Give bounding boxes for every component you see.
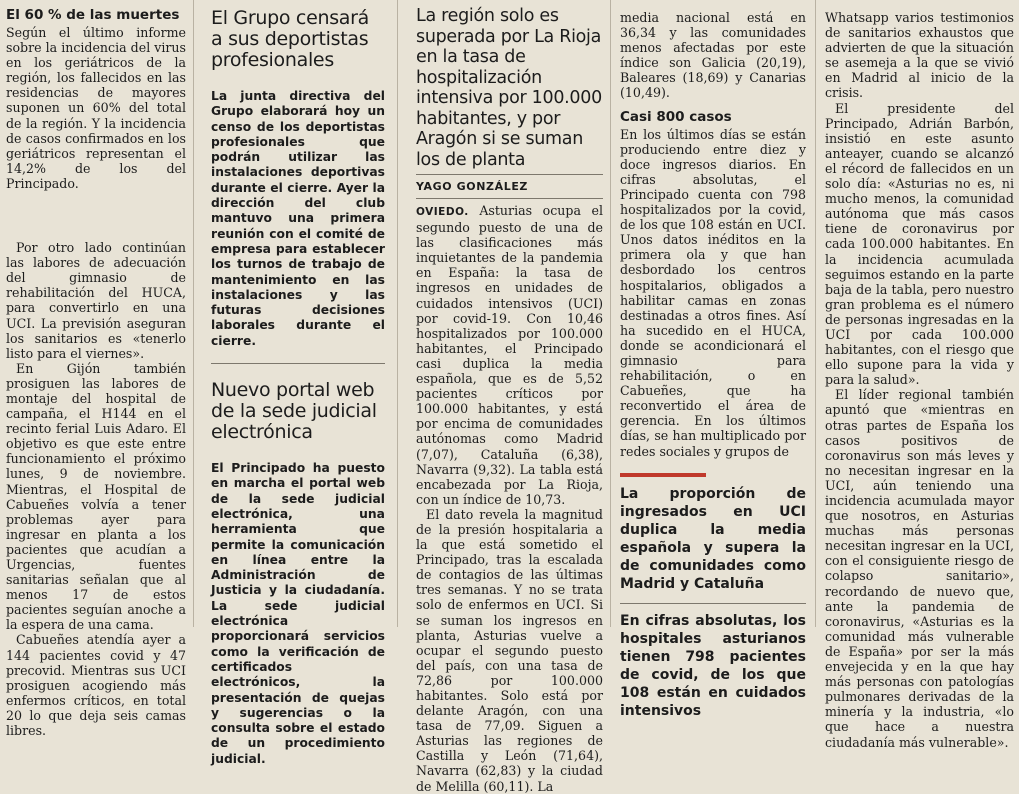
column-rule <box>193 0 194 627</box>
column-4 <box>620 0 806 719</box>
pull-quote-divider <box>620 603 806 604</box>
headline-grupo: El Grupo censará a sus deportistas profesionales <box>211 7 369 71</box>
column-rule <box>610 0 611 627</box>
paragraph: media nacional está en 36,34 y las comunidades menos afectadas por este índice son Galicia (20,19), Baleares (18,69) y Canarias (10,49). <box>620 10 806 101</box>
paragraph: En Gijón también prosiguen las labores de montaje del hospital de campaña, el H144 en el recinto ferial Luis Adaro. El objetivo es que este entre funcionamiento el próximo lunes, 9 de noviembre. Mientras, el Hospital de Cabueñes volvía a tener problemas ayer para ingresar en planta a los pacientes que acudían a Urgencias, fuentes sanitarias señalan que al menos 17 de estos pacientes seguían anoche a la espera de una cama. <box>6 360 186 633</box>
paragraph: Según el último informe sobre la incidencia del virus en los geriátricos de la región, los fallecidos en las residencias de mayores suponen un 60% del total de la región. Y la incidencia de casos confirmados en los geriátricos representan el 14,2% de los del Principado. <box>6 25 186 191</box>
lead-paragraph: OVIEDO. Asturias ocupa el segundo puesto de una de las clasificaciones más inquietantes de la pandemia en España: la tasa de ingresos en unidades de cuidados intensivos (UCI) por covid-19. Con 10,46 hospitalizados por 100.000 habitantes, el Principado casi duplica la media española, que es de 5,52 pacientes críticos por 100.000 habitantes, y está por encima de comunidades autónomas como Madrid (7,07), Cataluña (6,38), Navarra (9,32). La tabla está encabezada por La Rioja, con un índice de 10,73. <box>416 203 603 507</box>
paragraph: El presidente del Principado, Adrián Barbón, insistió en este asunto anteayer, cuando se alcanzó el récord de fallecidos en un solo día: «Asturias no es, ni mucho menos, la comunidad autónoma que más casos tiene de coronavirus por cada 100.000 habitantes. En la incidencia acumulada seguimos estando en la parte baja de la tabla, pero nuestro gran problema es el número de personas ingresadas en la UCI por cada 100.000 habitantes, con el riesgo que ello supone para la vida y para la salud». <box>825 100 1014 388</box>
column-rule <box>397 0 398 627</box>
paragraph: El líder regional también apuntó que «mientras en otras partes de España los casos positivos de coronavirus son más leves y no necesitan ingresar en la UCI, aún teniendo una incidencia acumulada mayor que nosotros, en Asturias muchas más personas necesitan ingresar en la UCI, con el consiguiente riesgo de colapso sanitario», recordando de nuevo que, ante la pandemia de coronavirus, «Asturias es la comunidad más vulnerable de España» por ser la más envejecida y en la que hay más personas con patologías pulmonares derivadas de la minería y la industria, «lo que hace a nuestra ciudadanía más vulnerable». <box>825 387 1014 750</box>
byline: YAGO GONZÁLEZ <box>416 180 529 193</box>
subhead-casi-800: Casi 800 casos <box>620 108 732 125</box>
paragraph: En los últimos días se están produciendo entre diez y doce ingresos diarios. En cifras absolutas, el Principado cuenta con 798 hospitalizados por la covid, de los que 108 están en UCI. Unos datos inéditos en la primera ola y que han desbordado los centros hospitalarios, obligados a habilitar camas en zonas destinadas a otros fines. Así ha sucedido en el HUCA, donde se acondicionará el gimnasio para rehabilitación, o en Cabueñes, que ha reconvertido el área de gerencia. En los últimos días, se han multiplicado por redes sociales y grupos de <box>620 126 806 459</box>
subhead-muertes: El 60 % de las muertes <box>6 7 180 23</box>
column-rule <box>815 0 816 627</box>
headline-portal-web: Nuevo portal web de la sede judicial electrónica <box>211 379 377 444</box>
paragraph: Whatsapp varios testimonios de sanitarios exhaustos que advierten de que la situación se asemeja a la que se vivió en Madrid al inicio de la crisis. <box>825 10 1014 101</box>
dateline: OVIEDO. <box>416 206 469 218</box>
brief-portal-web: El Principado ha puesto en marcha el portal web de la sede judicial electrónica, una herramienta que permite la comunicación en línea entre la Administración de Justicia y la ciudadanía. La sede judicial electrónica proporcionará servicios como la verificación de certificados electrónicos, la presentación de quejas y sugerencias o la consulta sobre el estado de un procedimiento judicial. <box>211 461 385 766</box>
pull-quote-cifras: En cifras absolutas, los hospitales asturianos tienen 798 pacientes de covid, de los que 108 están en cuidados intensivos <box>620 612 806 719</box>
column-1 <box>6 0 186 739</box>
pull-quote-uci: La proporción de ingresados en UCI duplica la media española y supera la de comunidades como Madrid y Cataluña <box>620 485 806 592</box>
byline-rule <box>416 174 603 175</box>
column-5 <box>825 0 1014 750</box>
pull-quote-accent <box>620 473 706 477</box>
column-2 <box>211 0 385 766</box>
paragraph: El dato revela la magnitud de la presión hospitalaria a la que está sometido el Principado, tras la escalada de contagios de las últimas tres semanas. Y no se trata solo de enfermos en UCI. Si se suman los ingresos en planta, Asturias vuelve a ocupar el segundo puesto del país, con una tasa de 72,86 por 100.000 habitantes. Solo está por delante Aragón, con una tasa de 77,09. Siguen a Asturias las regiones de Castilla y León (71,64), Navarra (62,83) y la ciudad de Melilla (60,11). La <box>416 506 603 794</box>
column-3 <box>416 0 603 794</box>
byline-rule <box>416 198 603 199</box>
article-headline: La región solo es superada por La Rioja en la tasa de hospitalización intensiva por 100.000 habitantes, y por Aragón si se suman los de planta <box>416 6 602 170</box>
paragraph: Por otro lado continúan las labores de adecuación del gimnasio de rehabilitación del HUCA, para convertirlo en una UCI. La previsión aseguran los sanitarios es «tenerlo listo para el viernes». <box>6 240 186 361</box>
brief-grupo: La junta directiva del Grupo elaborará hoy un censo de los deportistas profesionales que podrán utilizar las instalaciones deportivas durante el cierre. Ayer la dirección del club mantuvo una primera reunión con el comité de empresa para establecer los turnos de trabajo de mantenimiento en las instalaciones y las futuras decisiones laborales durante el cierre. <box>211 89 385 348</box>
paragraph: Cabueñes atendía ayer a 144 pacientes covid y 47 precovid. Mientras sus UCI prosiguen acogiendo más enfermos críticos, en total 20 lo que deja seis camas libres. <box>6 632 186 739</box>
